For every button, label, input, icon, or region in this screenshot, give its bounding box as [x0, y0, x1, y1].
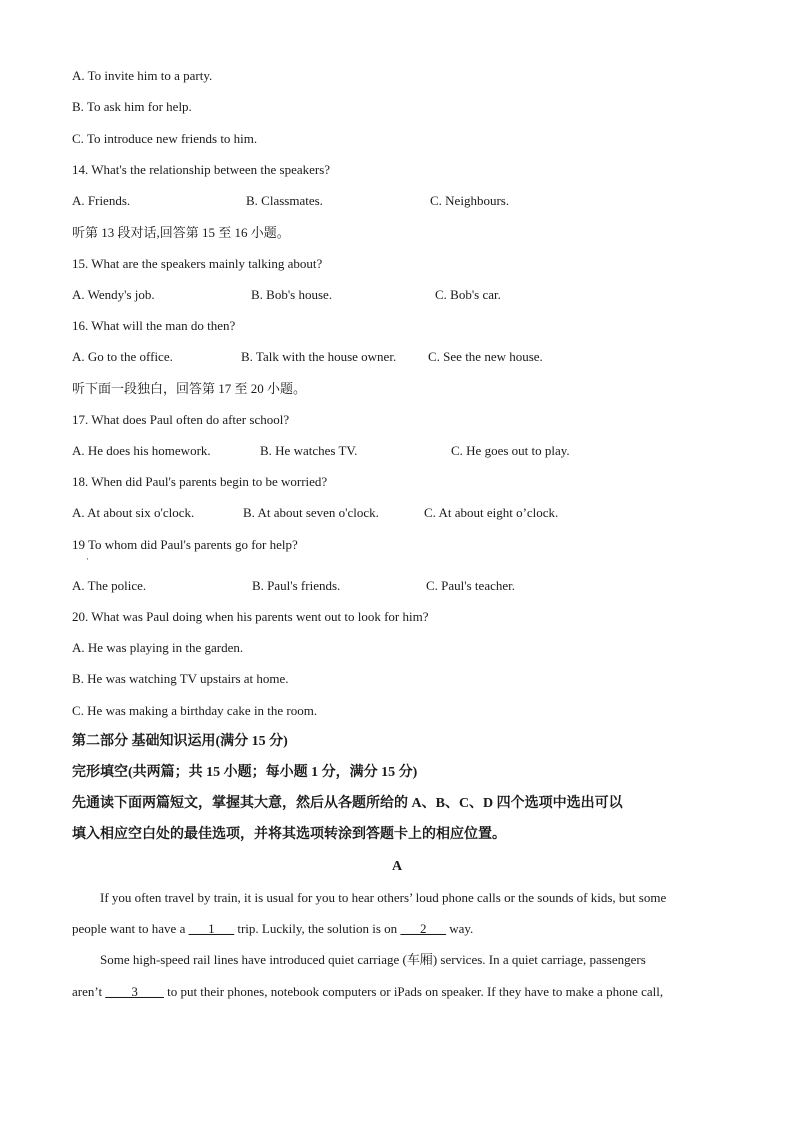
- q14-option-a: A. Friends.: [72, 193, 131, 208]
- section-instruction-13: 听第 13 段对话,回答第 15 至 16 小题。: [72, 225, 290, 240]
- q13-option-a: A. To invite him to a party.: [72, 68, 213, 83]
- q19-option-c: C. Paul's teacher.: [426, 578, 515, 593]
- question-14: 14. What's the relationship between the speakers?: [72, 162, 331, 177]
- q18-option-a: A. At about six o'clock.: [72, 505, 195, 520]
- blank-3: ____3____: [105, 984, 164, 999]
- q13-option-b: B. To ask him for help.: [72, 99, 192, 114]
- q20-option-b: B. He was watching TV upstairs at home.: [72, 671, 289, 686]
- blank-2: ___2___: [400, 921, 446, 936]
- stray-mark: ·: [86, 554, 89, 564]
- question-18: 18. When did Paul's parents begin to be worried?: [72, 474, 328, 489]
- q15-option-a: A. Wendy's job.: [72, 287, 155, 302]
- q16-option-a: A. Go to the office.: [72, 349, 173, 364]
- question-17: 17. What does Paul often do after school?: [72, 412, 290, 427]
- blank-1: ___1___: [188, 921, 235, 936]
- q15-option-c: C. Bob's car.: [435, 287, 501, 302]
- part-two-heading: 第二部分 基础知识运用(满分 15 分): [72, 734, 288, 749]
- q17-option-a: A. He does his homework.: [72, 443, 211, 458]
- question-20: 20. What was Paul doing when his parents went out to look for him?: [72, 609, 429, 624]
- cloze-heading: 完形填空(共两篇；共 15 小题；每小题 1 分，满分 15 分): [72, 765, 418, 780]
- q13-option-c: C. To introduce new friends to him.: [72, 131, 258, 146]
- q15-option-b: B. Bob's house.: [251, 287, 333, 302]
- q18-option-b: B. At about seven o'clock.: [243, 505, 379, 520]
- q14-option-c: C. Neighbours.: [430, 193, 510, 208]
- question-15: 15. What are the speakers mainly talking about?: [72, 256, 323, 271]
- q17-option-c: C. He goes out to play.: [451, 443, 570, 458]
- q19-option-a: A. The police.: [72, 578, 147, 593]
- q14-option-b: B. Classmates.: [246, 193, 323, 208]
- passage-line: people want to have a ___1___ trip. Luckily, the solution is on ___2___ way.: [72, 921, 474, 936]
- q20-option-a: A. He was playing in the garden.: [72, 640, 244, 655]
- q16-option-b: B. Talk with the house owner.: [241, 349, 397, 364]
- section-instruction-monologue: 听下面一段独白，回答第 17 至 20 小题。: [72, 381, 307, 396]
- q16-option-c: C. See the new house.: [428, 349, 543, 364]
- question-19: 19 To whom did Paul's parents go for help?: [72, 537, 298, 552]
- q19-option-b: B. Paul's friends.: [252, 578, 341, 593]
- q20-option-c: C. He was making a birthday cake in the room.: [72, 703, 318, 718]
- q18-option-c: C. At about eight o’clock.: [424, 505, 559, 520]
- cloze-instruction-line1: 先通读下面两篇短文，掌握其大意，然后从各题所给的 A、B、C、D 四个选项中选出可以: [72, 796, 623, 811]
- question-16: 16. What will the man do then?: [72, 318, 236, 333]
- passage-line: If you often travel by train, it is usual for you to hear others’ loud phone calls or the sounds of kids, but some: [100, 890, 667, 905]
- passage-line: aren’t ____3____ to put their phones, notebook computers or iPads on speaker. If they have to make a phone call,: [72, 984, 664, 999]
- passage-line: Some high-speed rail lines have introduced quiet carriage (车厢) services. In a quiet carriage, passengers: [100, 952, 646, 967]
- q17-option-b: B. He watches TV.: [260, 443, 358, 458]
- cloze-instruction-line2: 填入相应空白处的最佳选项，并将其选项转涂到答题卡上的相应位置。: [72, 827, 506, 842]
- passage-label: A: [391, 859, 403, 874]
